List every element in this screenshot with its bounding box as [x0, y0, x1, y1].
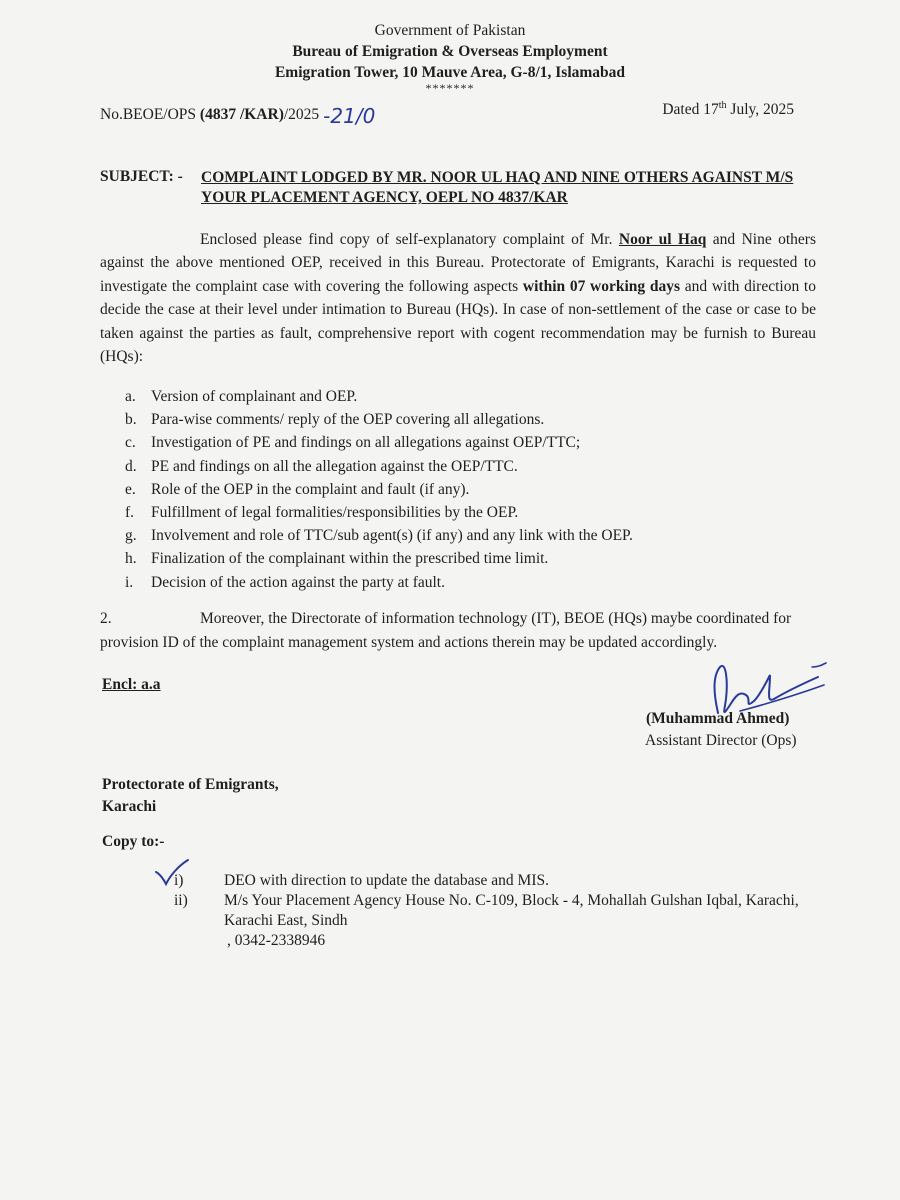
copy-to-label: Copy to:-	[102, 833, 165, 850]
list-item-text: Investigation of PE and findings on all allegations against OEP/TTC;	[151, 434, 581, 452]
addressee-line-2: Karachi	[102, 798, 157, 815]
para2-text: Moreover, the Directorate of information technology (IT), BEOE (HQs) maybe coordinated for provision ID of the complaint management system and actions therein may be updated accordingly.	[100, 610, 792, 651]
copy-number: i)	[174, 872, 184, 889]
subject-text: COMPLAINT LODGED BY MR. NOOR UL HAQ AND NINE OTHERS AGAINST M/S YOUR PLACEMENT AGENCY, OEPL NO 4837/KAR	[201, 169, 794, 206]
list-item-text: Para-wise comments/ reply of the OEP covering all allegations.	[151, 411, 545, 429]
list-item-letter: d.	[125, 457, 137, 475]
list-item-letter: e.	[125, 480, 136, 498]
enclosure-label: Encl: a.a	[102, 676, 161, 693]
list-item-letter: f.	[125, 504, 135, 522]
bureau-name: Bureau of Emigration & Overseas Employment	[292, 43, 608, 60]
reference-number	[100, 100, 376, 128]
list-item-letter: b.	[125, 411, 137, 429]
handwritten-number: -21/0	[323, 104, 376, 128]
list-item-text: Fulfillment of legal formalities/responsibilities by the OEP.	[151, 504, 519, 522]
list-item	[125, 385, 633, 408]
phone-number: , 0342-2338946	[227, 932, 326, 949]
paragraph-number: 2.	[100, 610, 112, 627]
body-paragraph-2	[100, 607, 816, 655]
copy-to-list	[174, 871, 807, 951]
phone-row	[174, 931, 807, 951]
list-item-letter: i.	[125, 573, 134, 591]
copy-text: M/s Your Placement Agency House No. C-109, Block - 4, Mohallah Gulshan Iqbal, Karachi, Karachi East, Sindh	[224, 892, 799, 929]
list-item-letter: c.	[125, 434, 136, 452]
deadline-text: within 07 working days	[522, 277, 681, 295]
list-item-text: Role of the OEP in the complaint and fault (if any).	[151, 480, 470, 498]
aspects-list	[125, 385, 633, 594]
list-item	[125, 408, 633, 431]
para1-part2: and Nine others against the above mentioned OEP, received in this Bureau. Protectorate of Emigrants, Karachi is requested to investigate the complaint case with covering the following aspects	[100, 231, 816, 295]
subject-label: SUBJECT: -	[100, 168, 183, 185]
date-prefix: Dated 17	[662, 101, 719, 119]
reference-year: /2025	[283, 106, 320, 123]
list-item	[125, 431, 633, 454]
list-item-letter: a.	[125, 388, 136, 405]
addressee-line-1: Protectorate of Emigrants,	[102, 776, 279, 793]
list-item	[125, 455, 633, 478]
signatory-name: (Muhammad Ahmed)	[646, 710, 790, 727]
separator-stars: *******	[425, 81, 475, 95]
government-line: Government of Pakistan	[374, 22, 526, 39]
list-item	[125, 501, 633, 524]
para1-part3: and with direction to decide the case at their level under intimation to Bureau (HQs). In case of non-settlement of the case or case to be taken against the parties as fault, comprehensive report with cogent recommendation may be furnish to Bureau (HQs):	[100, 277, 816, 366]
addressee-block	[102, 774, 279, 818]
copy-number: ii)	[174, 892, 188, 909]
list-item	[174, 891, 807, 931]
list-item-letter: h.	[125, 550, 137, 568]
list-item-text: Finalization of the complainant within the prescribed time limit.	[151, 550, 549, 568]
complainant-name: Noor ul Haq	[618, 231, 707, 248]
list-item-text: PE and findings on all the allegation against the OEP/TTC.	[151, 457, 518, 475]
letter-date	[662, 100, 794, 119]
copy-text: DEO with direction to update the database and MIS.	[224, 872, 549, 889]
subject-block	[100, 168, 816, 208]
bureau-address: Emigration Tower, 10 Mauve Area, G-8/1, Islamabad	[274, 64, 626, 81]
list-item	[125, 547, 633, 570]
body-paragraph-1	[100, 228, 816, 368]
list-item-text: Version of complainant and OEP.	[151, 388, 358, 405]
date-sup: th	[718, 100, 727, 111]
list-item	[125, 571, 633, 594]
signatory-designation: Assistant Director (Ops)	[645, 732, 797, 749]
para1-part1: Enclosed please find copy of self-explanatory complaint of Mr.	[200, 231, 619, 248]
letterhead	[0, 20, 900, 93]
list-item-text: Involvement and role of TTC/sub agent(s) (if any) and any link with the OEP.	[151, 527, 633, 545]
list-item-letter: g.	[125, 527, 137, 545]
list-item	[125, 524, 633, 547]
list-item-text: Decision of the action against the party at fault.	[151, 573, 445, 591]
reference-code: (4837 /KAR)	[199, 106, 284, 123]
date-suffix: July, 2025	[726, 101, 794, 119]
list-item	[125, 478, 633, 501]
list-item	[174, 871, 807, 891]
reference-prefix: No.BEOE/OPS	[100, 106, 200, 123]
